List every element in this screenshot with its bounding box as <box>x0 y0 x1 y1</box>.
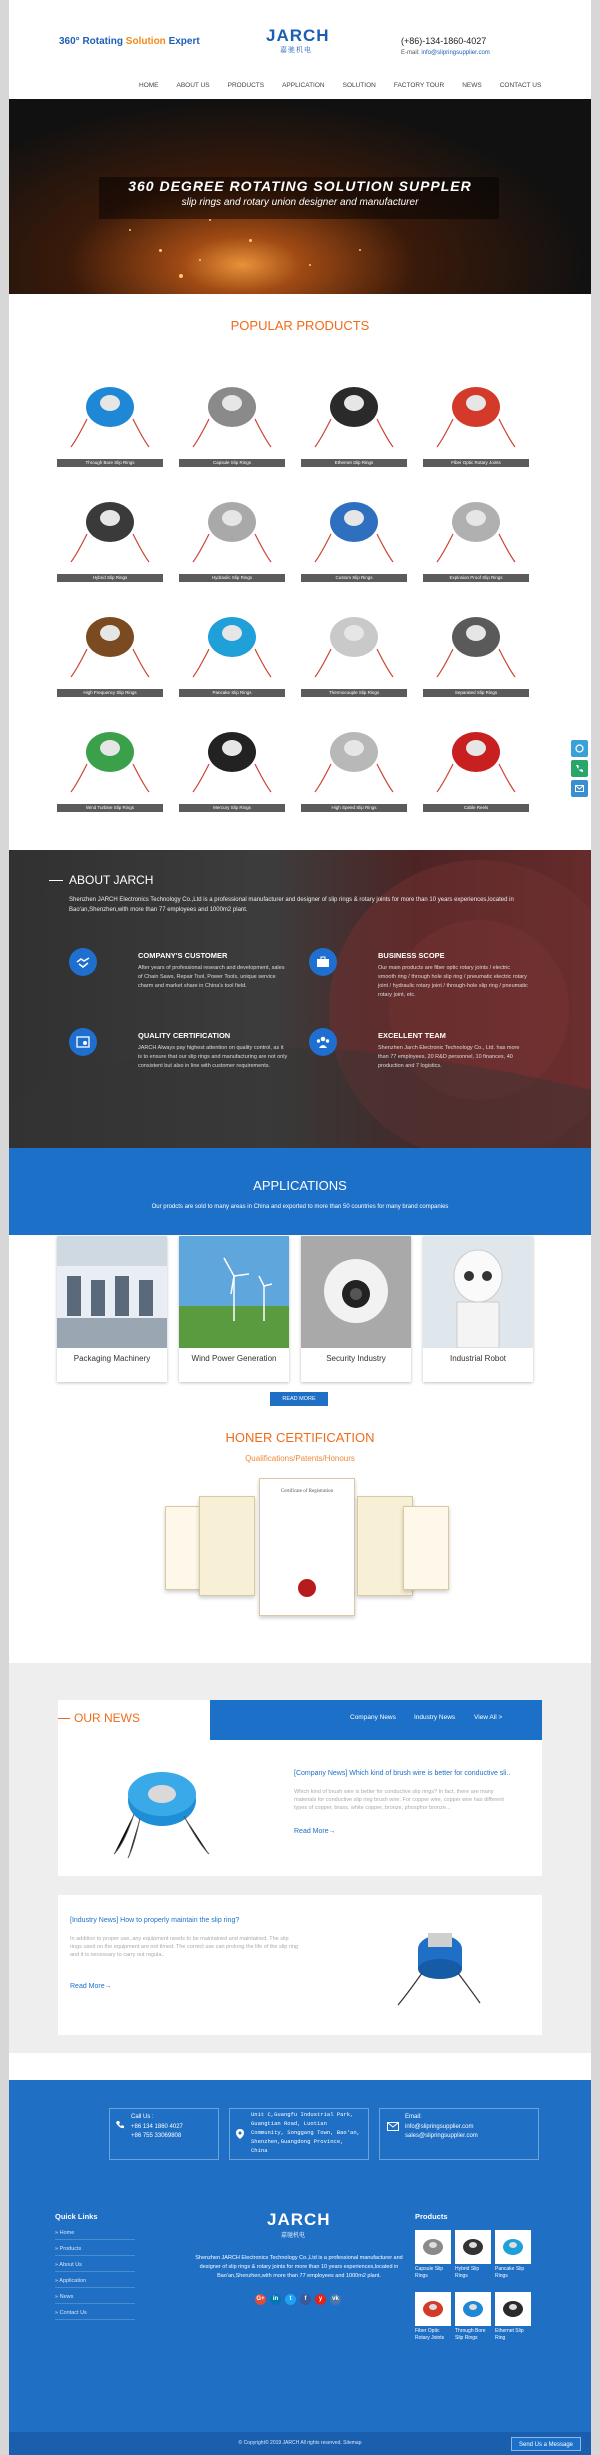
feature-text-business: Our main products are fiber optic rotary joints / electric smooth ring / through hole slip ring / pneumatic electric rotary joint / hydraulic rotary joint / through-hole slip ring / pneumatic rotary joint, etc. <box>378 965 528 998</box>
footer-product-thumb <box>495 2292 531 2326</box>
news-image-slip-ring <box>104 1754 224 1866</box>
news-item-title[interactable]: [Company News] Which kind of brush wire is better for conductive sli.. <box>294 1770 511 1777</box>
product-image <box>423 593 529 689</box>
product-card[interactable] <box>301 478 407 582</box>
product-label: Through Bore Slip Rings <box>57 459 163 467</box>
product-label: High Speed Slip Rings <box>301 804 407 812</box>
product-card[interactable] <box>179 478 285 582</box>
app-caption: Industrial Robot <box>449 1354 507 1363</box>
about-description: Shenzhen JARCH Electronics Technology Co.,Ltd is a professional manufacturer and designer of slip rings & rotary joints for more than 10 years experiences,located in Bao'an,Shenzhen,with more than 77 employees and 1000m2 plant. <box>69 897 514 913</box>
app-caption: Wind Power Generation <box>191 1354 277 1363</box>
footer-product[interactable] <box>455 2292 491 2342</box>
news-title: OUR NEWS <box>74 1711 140 1725</box>
footer-phone-2[interactable]: +86 755 33069808 <box>131 2133 182 2139</box>
location-icon <box>235 2128 245 2140</box>
product-card[interactable] <box>57 593 163 697</box>
nav-news[interactable]: NEWS <box>462 82 482 89</box>
quick-link-home[interactable]: » Home <box>55 2230 135 2240</box>
page <box>9 0 591 2455</box>
about-title: ABOUT JARCH <box>69 873 154 887</box>
feature-text-customer: After years of professional research and development, sales of Chain Saws, Repair Tool, Power Tools, unique service charm and market share in China's tool field. <box>138 965 285 989</box>
certification-subtitle: Qualifications/Patents/Honours <box>245 1454 355 1463</box>
mail-icon[interactable] <box>571 780 588 797</box>
logo-text: JARCH <box>266 26 330 45</box>
briefcase-icon <box>309 948 337 976</box>
applications-read-more-button[interactable]: READ MORE <box>270 1392 328 1406</box>
footer <box>9 2080 591 2455</box>
product-image <box>301 478 407 574</box>
product-label: Separated Slip Rings <box>423 689 529 697</box>
read-more-link[interactable]: Read More→ <box>70 1983 112 1990</box>
about-title-line <box>49 880 63 881</box>
product-image <box>423 478 529 574</box>
news-box <box>58 1895 542 2035</box>
tab-company-news[interactable]: Company News <box>350 1714 396 1721</box>
footer-address-line: Community, Songgang Town, Bao'an, <box>251 2129 360 2136</box>
popular-products-title: POPULAR PRODUCTS <box>230 318 370 333</box>
hero-banner <box>9 99 591 294</box>
news-title-line <box>58 1718 70 1719</box>
facebook-icon[interactable]: f <box>300 2294 311 2305</box>
product-card[interactable] <box>179 363 285 467</box>
copyright: © Copyright© 2019 JARCH All rights reserved. Sitemap <box>238 2440 362 2446</box>
product-image <box>57 478 163 574</box>
phone-call-icon[interactable] <box>571 760 588 777</box>
footer-product-thumb <box>455 2292 491 2326</box>
nav-about-us[interactable]: ABOUT US <box>176 82 210 89</box>
header-email[interactable]: E-mail: info@slipringsupplier.com <box>401 50 490 56</box>
twitter-icon[interactable]: t <box>285 2294 296 2305</box>
footer-product-name: Ethernet Slip Ring <box>495 2328 524 2341</box>
product-card[interactable] <box>423 363 529 467</box>
product-card[interactable] <box>57 708 163 812</box>
applications-section <box>9 1148 591 1438</box>
quick-link-contact[interactable]: » Contact Us <box>55 2310 135 2320</box>
product-card[interactable] <box>179 708 285 812</box>
applications-subtitle: Our prodcts are sold to many areas in China and exported to more than 50 countries for many brand companies <box>151 1204 449 1210</box>
certification-title: HONER CERTIFICATION <box>225 1430 375 1445</box>
app-caption: Security Industry <box>326 1354 386 1363</box>
product-card[interactable] <box>301 593 407 697</box>
feature-title-team: EXCELLENT TEAM <box>378 1031 446 1040</box>
footer-product[interactable] <box>495 2292 531 2342</box>
feature-title-customer: COMPANY'S CUSTOMER <box>138 951 228 960</box>
footer-product[interactable] <box>415 2230 451 2280</box>
app-card-wind[interactable] <box>179 1236 289 1382</box>
skype-icon[interactable] <box>571 740 588 757</box>
quick-link-products[interactable]: » Products <box>55 2246 135 2256</box>
product-label: Fiber Optic Rotary Joints <box>423 459 529 467</box>
footer-product-name: Pancake Slip Rings <box>495 2266 525 2279</box>
logo-subtext: 嘉驰机电 <box>280 47 312 54</box>
product-image <box>301 363 407 459</box>
app-card-security[interactable] <box>301 1236 411 1382</box>
news-box <box>58 1700 542 1876</box>
seal-icon <box>298 1579 316 1597</box>
news-tabs <box>210 1700 542 1740</box>
youtube-icon[interactable]: y <box>315 2294 326 2305</box>
product-card[interactable] <box>179 593 285 697</box>
product-card[interactable] <box>423 593 529 697</box>
footer-logo-subtext: 嘉驰机电 <box>281 2233 306 2239</box>
app-card-packaging[interactable] <box>57 1236 167 1382</box>
product-image <box>423 363 529 459</box>
news-image-slip-ring <box>388 1913 488 2013</box>
footer-product-thumb <box>415 2230 451 2264</box>
nav-contact-us[interactable]: CONTACT US <box>499 82 542 89</box>
footer-phone-1[interactable]: +86 134 1860 4027 <box>131 2124 183 2130</box>
call-label: Call Us : <box>131 2114 154 2120</box>
certificate-doc <box>403 1506 449 1590</box>
product-label: Ethernet Slip Rings <box>301 459 407 467</box>
vk-icon[interactable]: vk <box>330 2294 341 2305</box>
nav-home[interactable]: HOME <box>139 82 159 89</box>
product-image <box>301 708 407 804</box>
certificate-heading: Certificate of Registration <box>280 1489 334 1494</box>
product-image <box>179 708 285 804</box>
quick-link-application[interactable]: » Application <box>55 2278 135 2288</box>
footer-address-line: China <box>251 2147 268 2154</box>
certificate-doc <box>199 1496 255 1596</box>
feature-text-quality: JARCH Always pay highest attention on quality control, as it is to ensure that our slip rings and manufacturing are not only consistent but also in line with customer requirements. <box>138 1045 288 1069</box>
product-label: Capsule Slip Rings <box>179 459 285 467</box>
certificate-doc-main <box>259 1478 355 1616</box>
footer-product[interactable] <box>455 2230 491 2280</box>
feature-title-quality: QUALITY CERTIFICATION <box>138 1031 231 1040</box>
app-card-robot[interactable] <box>423 1236 533 1382</box>
linkedin-icon[interactable]: in <box>270 2294 281 2305</box>
product-label: Pancake Slip Rings <box>179 689 285 697</box>
product-image <box>57 363 163 459</box>
footer-products-title: Products <box>415 2212 448 2221</box>
site-tagline: 360° Rotating Solution Expert <box>59 36 200 47</box>
nav-solution[interactable]: SOLUTION <box>342 82 376 89</box>
product-image <box>301 593 407 689</box>
product-label: Explosion Proof Slip Rings <box>423 574 529 582</box>
news-item-title[interactable]: [Industry News] How to properly maintain the slip ring? <box>70 1917 240 1924</box>
product-image <box>423 708 529 804</box>
product-label: Wind Turbine Slip Rings <box>57 804 163 812</box>
google-plus-icon[interactable]: G+ <box>255 2294 266 2305</box>
header <box>9 0 591 99</box>
about-section <box>9 850 591 1148</box>
banner-subtitle: slip rings and rotary union designer and manufacturer <box>181 197 419 208</box>
product-card[interactable] <box>423 708 529 812</box>
phone-icon <box>115 2120 125 2130</box>
send-message-button[interactable]: Send Us a Message <box>511 2437 581 2451</box>
product-card[interactable] <box>57 363 163 467</box>
footer-product-name: Hybrid Slip Rings <box>455 2266 480 2279</box>
tab-view-all[interactable]: View All > <box>474 1714 503 1721</box>
footer-product-name: Capsule Slip Rings <box>415 2266 444 2279</box>
footer-product[interactable] <box>415 2292 451 2342</box>
quick-link-news[interactable]: » News <box>55 2294 135 2304</box>
footer-product[interactable] <box>495 2230 531 2280</box>
footer-product-name: Fiber Optic Rotary Joints <box>415 2328 445 2341</box>
certificates-carousel[interactable] <box>159 1478 459 1618</box>
footer-address-line: Shenzhen,Guangdong Province, <box>251 2138 344 2145</box>
footer-product-name: Through Bore Slip Rings <box>455 2328 486 2341</box>
product-card[interactable] <box>423 478 529 582</box>
copyright-bar <box>9 2432 591 2455</box>
product-label: High Frequency Slip Rings <box>57 689 163 697</box>
product-image <box>179 478 285 574</box>
product-label: Thermocouple Slip Rings <box>301 689 407 697</box>
nav-products[interactable]: PRODUCTS <box>227 82 265 89</box>
product-label: Hydraulic Slip Rings <box>179 574 285 582</box>
product-card[interactable] <box>301 708 407 812</box>
certificate-icon <box>69 1028 97 1056</box>
nav-application[interactable]: APPLICATION <box>282 82 325 89</box>
footer-address-line: Guangtian Road, Luotian <box>251 2120 327 2127</box>
footer-description: Shenzhen JARCH Electronics Technology Co.,Ltd is a professional manufacturer and designer of slip rings & rotary joints for more than 10 years experiences,located in Bao'an,Shenzhen,with more than 77 employees and 1000m2 plant. <box>195 2255 403 2279</box>
product-label: Custom Slip Rings <box>301 574 407 582</box>
footer-product-thumb <box>415 2292 451 2326</box>
nav-factory-tour[interactable]: FACTORY TOUR <box>393 82 445 89</box>
security-camera-image <box>301 1236 411 1348</box>
news-header <box>58 1700 542 1740</box>
email-label: Email: <box>405 2114 422 2120</box>
news-item-text: In addition to proper use, any equipment needs to be maintained and maintained. The slip rings used on the equipment are not timed. The correct use can prolong the life of the slip ring and it is necessary to carry out regula.. <box>70 1936 298 1958</box>
product-card[interactable] <box>301 363 407 467</box>
news-item-text: Which kind of brush wire is better for conductive slip rings? In fact, there are many materials for conductive slip ring brush wire. For copper wire, copper wire has different types of copper, brass, white copper, bronze, phosphor bronze... <box>294 1789 504 1811</box>
logo[interactable] <box>266 26 336 54</box>
product-image <box>179 363 285 459</box>
product-image <box>57 708 163 804</box>
footer-logo[interactable]: JARCH <box>267 2210 331 2229</box>
product-image <box>179 593 285 689</box>
main-nav <box>139 82 559 94</box>
product-image <box>57 593 163 689</box>
applications-title: APPLICATIONS <box>253 1178 347 1193</box>
team-icon <box>309 1028 337 1056</box>
packaging-machinery-image <box>57 1236 167 1348</box>
footer-product-thumb <box>495 2230 531 2264</box>
tab-industry-news[interactable]: Industry News <box>414 1714 456 1721</box>
footer-address-line: Unit C,Guangfu Industrial Park, <box>251 2111 354 2118</box>
product-label: Cable Reels <box>423 804 529 812</box>
app-caption: Packaging Machinery <box>73 1354 151 1363</box>
feature-text-team: Shenzhen Jarch Electronic Technology Co., Ltd. has more than 77 employees, 20 R&D personnel, 10 finances, 40 production and 7 logistics. <box>378 1045 520 1069</box>
footer-product-thumb <box>455 2230 491 2264</box>
product-label: Hybrid Slip Rings <box>57 574 163 582</box>
wind-power-image <box>179 1236 289 1348</box>
feature-title-business: BUSINESS SCOPE <box>378 951 445 960</box>
product-card[interactable] <box>57 478 163 582</box>
email-icon <box>387 2122 399 2131</box>
banner-title: 360 DEGREE ROTATING SOLUTION SUPPLER <box>128 178 472 194</box>
industrial-robot-image <box>423 1236 533 1348</box>
quick-links-title: Quick Links <box>55 2212 98 2221</box>
product-label: Mercury Slip Rings <box>179 804 285 812</box>
header-phone: (+86)-134-1860-4027 <box>401 36 487 46</box>
footer-email-2[interactable]: sales@slipringsupplier.com <box>405 2133 478 2139</box>
read-more-link[interactable]: Read More→ <box>294 1828 336 1835</box>
handshake-icon <box>69 948 97 976</box>
footer-email-1[interactable]: info@slipringsupplier.com <box>405 2124 474 2130</box>
quick-link-about[interactable]: » About Us <box>55 2262 135 2272</box>
